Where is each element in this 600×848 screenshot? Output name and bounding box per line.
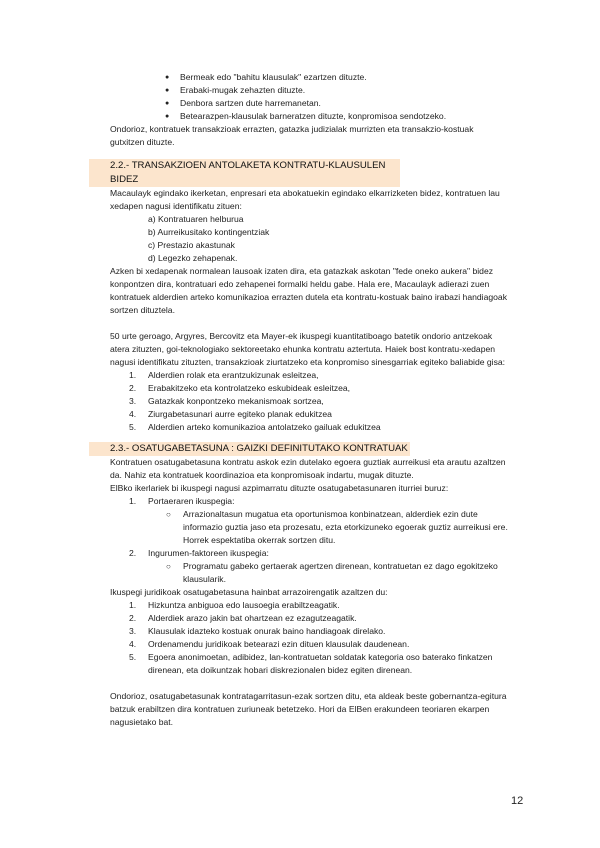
paragraph: Ondorioz, kontratuek transakzioak errazten, gatazka judizialak murrizten eta transakzio-kostuak gutxitzen dituzte. bbox=[110, 124, 474, 147]
lettered-list bbox=[110, 213, 510, 265]
list-item: 2. Ingurumen-faktoreen ikuspegia: bbox=[129, 548, 269, 558]
list-item: 5. Egoera anonimoetan, adibidez, lan-kontratuetan soldatak kategoria oso baterako finkatzen direnean, eta doikuntzak hobari diskrezionalen bidez egiten direnean. bbox=[129, 652, 493, 675]
list-item: 4. Ordenamendu juridikoak betearazi ezin dituen klausulak daudenean. bbox=[129, 639, 410, 649]
list-item: 1. Alderdien rolak eta erantzukizunak esleitzea, bbox=[129, 370, 319, 380]
views-list bbox=[110, 547, 510, 560]
paragraph: Ondorioz, osatugabetasunak kontratagarritasun-ezak sortzen ditu, eta aldeak beste gobernantza-egitura batzuk erabiltzen dira kontratuen zuriuneak betetzeko. Hori da ElBen erakundeen teoriaren ekarpen nagusietako bat. bbox=[110, 691, 507, 727]
paragraph: 50 urte geroago, Argyres, Bercovitz eta Mayer-ek ikuspegi kuantitatiboago batetik ondorio antzekoak atera zituzten, goi-teknologiako sektoreetako ehunka kontratu aztertuta. Haiek bost kontratu-xedapen nagusi identifikatu zituzten, transakzioak ziurtatzeko eta konpromiso sinesgarriak egiteko baliabide gisa: bbox=[110, 331, 506, 367]
paragraph: Macaulayk egindako ikerketan, enpresari eta abokatuekin egindako elkarrizketen bidez, kontratuen lau xedapen nagusi identifikatu zituen: bbox=[110, 188, 500, 211]
paragraph: ElBko ikerlariek bi ikuspegi nagusi azpimarratu dituzte osatugabetasunaren iturriei buruz: bbox=[110, 483, 449, 493]
list-item: 1. Hizkuntza anbiguoa edo lausoegia erabiltzeagatik. bbox=[129, 600, 340, 610]
list-item: 1. Portaeraren ikuspegia: bbox=[129, 496, 235, 506]
page-number: 12 bbox=[511, 795, 524, 807]
sub-item: ○ Programatu gabeko gertaerak agertzen direnean, kontratuetan ez dago egokitzeko klausularik. bbox=[166, 561, 498, 584]
list-item: b) Aurreikusitako kontingentziak bbox=[148, 227, 270, 237]
paragraph: Azken bi xedapenak normalean lausoak izaten dira, eta gatazkak askotan "fede oneko aukera" bidez konpontzen dira, kontratuari edo zehapenei formalki heldu gabe. Hala ere, Macaulayk adierazi zuen kontratuek alderdien arteko komunikazioa errazten dutela eta kontratu-kostuak baino irabazi handiagoak sortzen dituztela. bbox=[110, 266, 507, 315]
list-item: 5. Alderdien arteko komunikazioa antolatzeko gailuak edukitzea bbox=[129, 422, 381, 432]
list-item: ● Betearazpen-klausulak barneratzen dituzte, konpromisoa sendotzeko. bbox=[165, 110, 510, 123]
list-item: c) Prestazio akastunak bbox=[148, 240, 235, 250]
list-item: ● Denbora sartzen dute harremanetan. bbox=[165, 97, 510, 110]
list-item: 3. Klausulak idazteko kostuak onurak baino handiagoak direlako. bbox=[129, 626, 386, 636]
list-item: a) Kontratuaren helburua bbox=[148, 214, 244, 224]
list-item: 4. Ziurgabetasunari aurre egiteko planak edukitzea bbox=[129, 409, 332, 419]
list-item: ● Erabaki-mugak zehazten dituzte. bbox=[165, 84, 510, 97]
page-content bbox=[110, 71, 510, 729]
top-bullet-list bbox=[110, 71, 510, 123]
list-item: 2. Alderdiek arazo jakin bat ohartzean ez ezagutzeagatik. bbox=[129, 613, 357, 623]
legal-list bbox=[110, 599, 510, 677]
numbered-list bbox=[110, 369, 510, 434]
paragraph: Kontratuen osatugabetasuna kontratu askok ezin dutelako egoera guztiak aurreikusi eta arautu azaltzen da. Nahiz eta kontratuek koordinazioa eta konpromisoak indartu, mugak dituzte. bbox=[110, 457, 506, 480]
list-item: d) Legezko zehapenak. bbox=[148, 253, 238, 263]
section-heading: 2.2.- TRANSAKZIOEN ANTOLAKETA KONTRATU-KLAUSULEN BIDEZ bbox=[89, 159, 400, 187]
list-item: 2. Erabakitzeko eta kontrolatzeko eskubideak esleitzea, bbox=[129, 383, 351, 393]
views-list bbox=[110, 495, 510, 508]
sub-item: ○ Arrazionaltasun mugatua eta oportunismoa konbinatzean, alderdiek ezin dute informazio guztia jaso eta prozesatu, ezta etorkizuneko egoerak guztiz aurreikusi ere. Horrek espektatiba okerrak sortzen ditu. bbox=[166, 509, 508, 545]
list-item: 3. Gatazkak konpontzeko mekanismoak sortzea, bbox=[129, 396, 324, 406]
list-item: ● Bermeak edo "bahitu klausulak" ezartzen dituzte. bbox=[165, 71, 510, 84]
section-heading: 2.3.- OSATUGABETASUNA : GAIZKI DEFINITUTAKO KONTRATUAK bbox=[89, 442, 410, 456]
paragraph: Ikuspegi juridikoak osatugabetasuna hainbat arrazoirengatik azaltzen du: bbox=[110, 587, 388, 597]
